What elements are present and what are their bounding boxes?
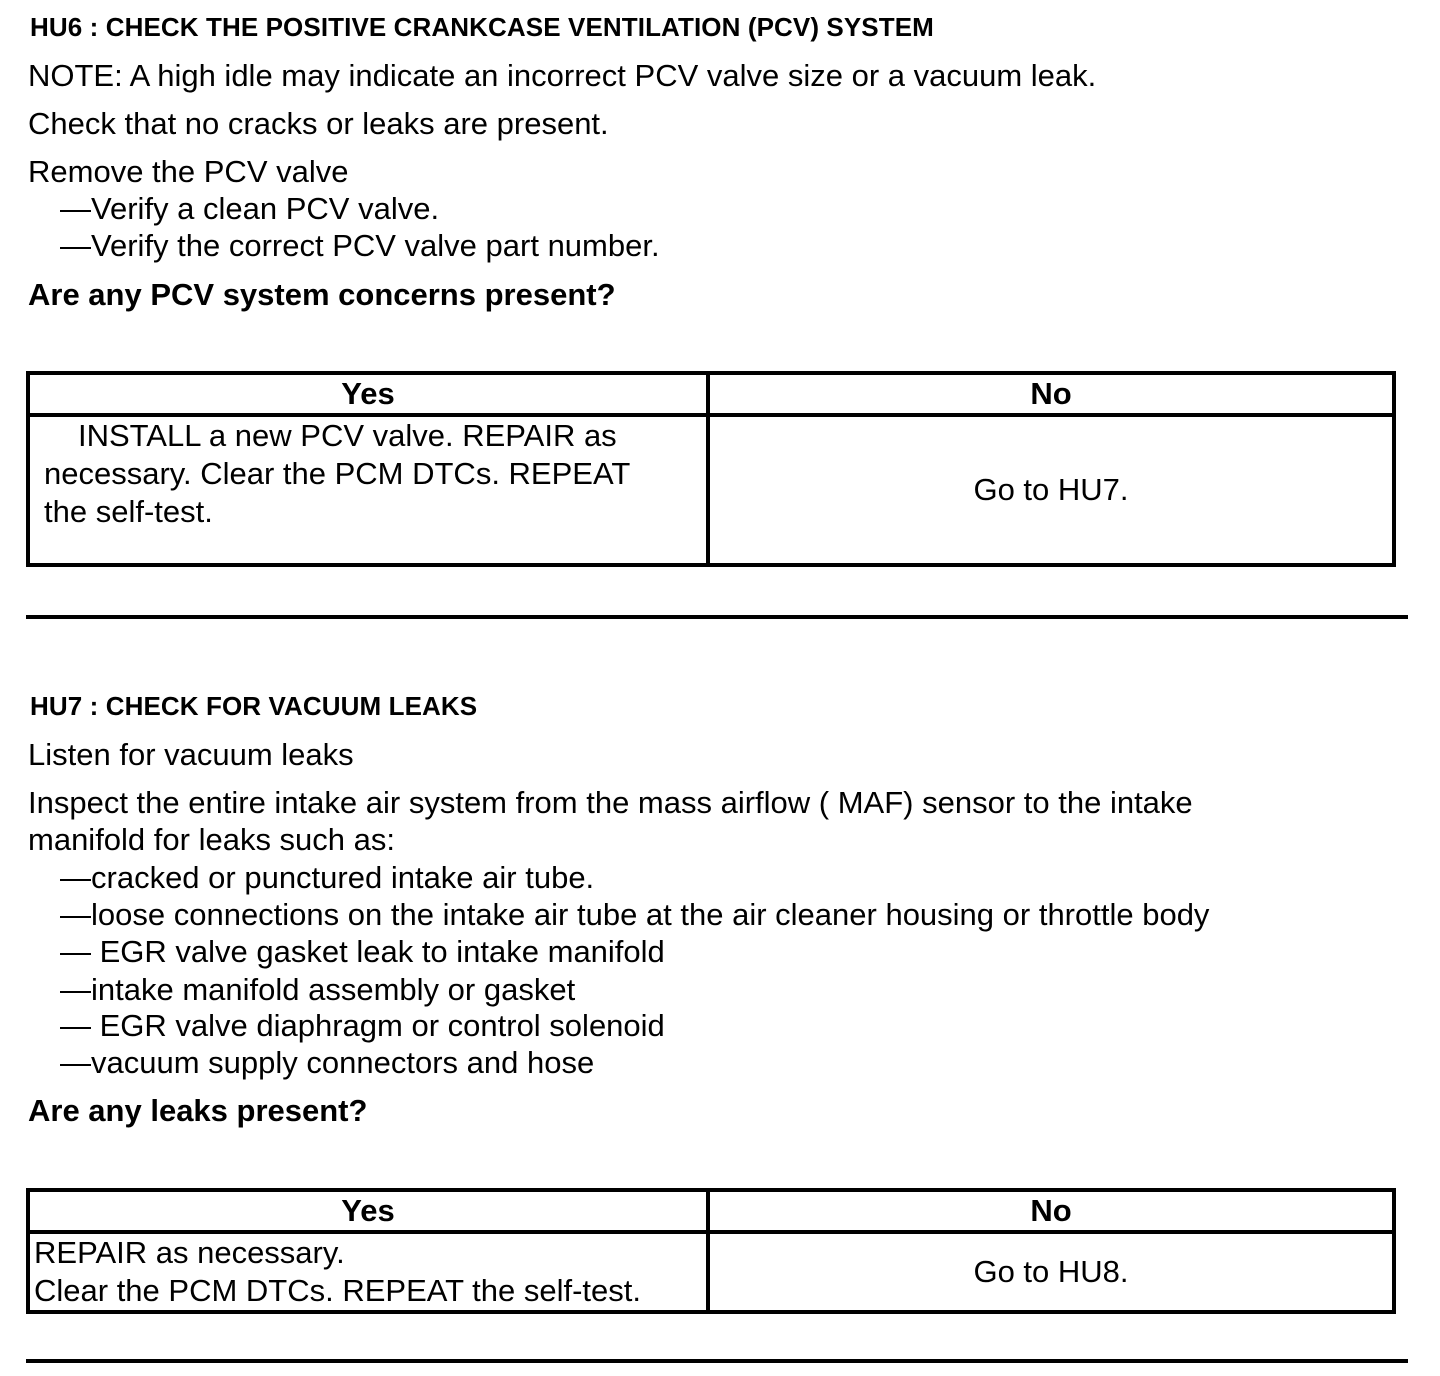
- hu6-remove-text: Remove the PCV valve: [28, 154, 349, 189]
- hu6-step: —Verify the correct PCV valve part number.: [60, 228, 660, 263]
- hu6-note: NOTE: A high idle may indicate an incorrect PCV valve size or a vacuum leak.: [28, 58, 1097, 93]
- hu7-no-cell: Go to HU8.: [708, 1232, 1394, 1312]
- hu6-yes-cell: [28, 415, 708, 565]
- hu6-no-header: No: [708, 373, 1394, 415]
- hu7-leak-item: —intake manifold assembly or gasket: [60, 972, 576, 1007]
- section-divider: [26, 1359, 1408, 1363]
- hu6-decision-table: [26, 371, 1396, 567]
- hu7-leak-item: —vacuum supply connectors and hose: [60, 1045, 595, 1080]
- hu6-heading: HU6 : CHECK THE POSITIVE CRANKCASE VENTILATION (PCV) SYSTEM: [30, 12, 934, 42]
- hu6-check-text: Check that no cracks or leaks are present.: [28, 106, 609, 141]
- hu6-question: Are any PCV system concerns present?: [28, 277, 616, 312]
- hu6-yes-line: necessary. Clear the PCM DTCs. REPEAT: [44, 456, 631, 491]
- hu7-leak-item: —loose connections on the intake air tube at the air cleaner housing or throttle body: [60, 897, 1210, 932]
- hu7-listen-text: Listen for vacuum leaks: [28, 737, 354, 772]
- hu7-yes-header: Yes: [28, 1190, 708, 1232]
- hu7-leak-item: — EGR valve gasket leak to intake manifold: [60, 934, 665, 969]
- hu7-inspect-text: Inspect the entire intake air system from the mass airflow ( MAF) sensor to the intake: [28, 785, 1193, 820]
- hu7-decision-table: [26, 1188, 1396, 1314]
- section-divider: [26, 615, 1408, 619]
- hu6-yes-line: the self-test.: [44, 494, 213, 529]
- hu6-no-cell: Go to HU7.: [708, 415, 1394, 565]
- hu7-yes-line: Clear the PCM DTCs. REPEAT the self-test.: [34, 1273, 641, 1308]
- hu7-leak-item: — EGR valve diaphragm or control solenoid: [60, 1008, 665, 1043]
- hu7-no-header: No: [708, 1190, 1394, 1232]
- hu6-yes-line: INSTALL a new PCV valve. REPAIR as: [78, 418, 617, 453]
- hu6-step: —Verify a clean PCV valve.: [60, 191, 440, 226]
- hu7-yes-cell: [28, 1232, 708, 1312]
- hu7-yes-line: REPAIR as necessary.: [34, 1235, 345, 1270]
- hu7-inspect-text: manifold for leaks such as:: [28, 822, 396, 857]
- hu7-heading: HU7 : CHECK FOR VACUUM LEAKS: [30, 691, 478, 721]
- hu6-yes-header: Yes: [28, 373, 708, 415]
- hu7-question: Are any leaks present?: [28, 1093, 368, 1128]
- hu7-leak-item: —cracked or punctured intake air tube.: [60, 860, 595, 895]
